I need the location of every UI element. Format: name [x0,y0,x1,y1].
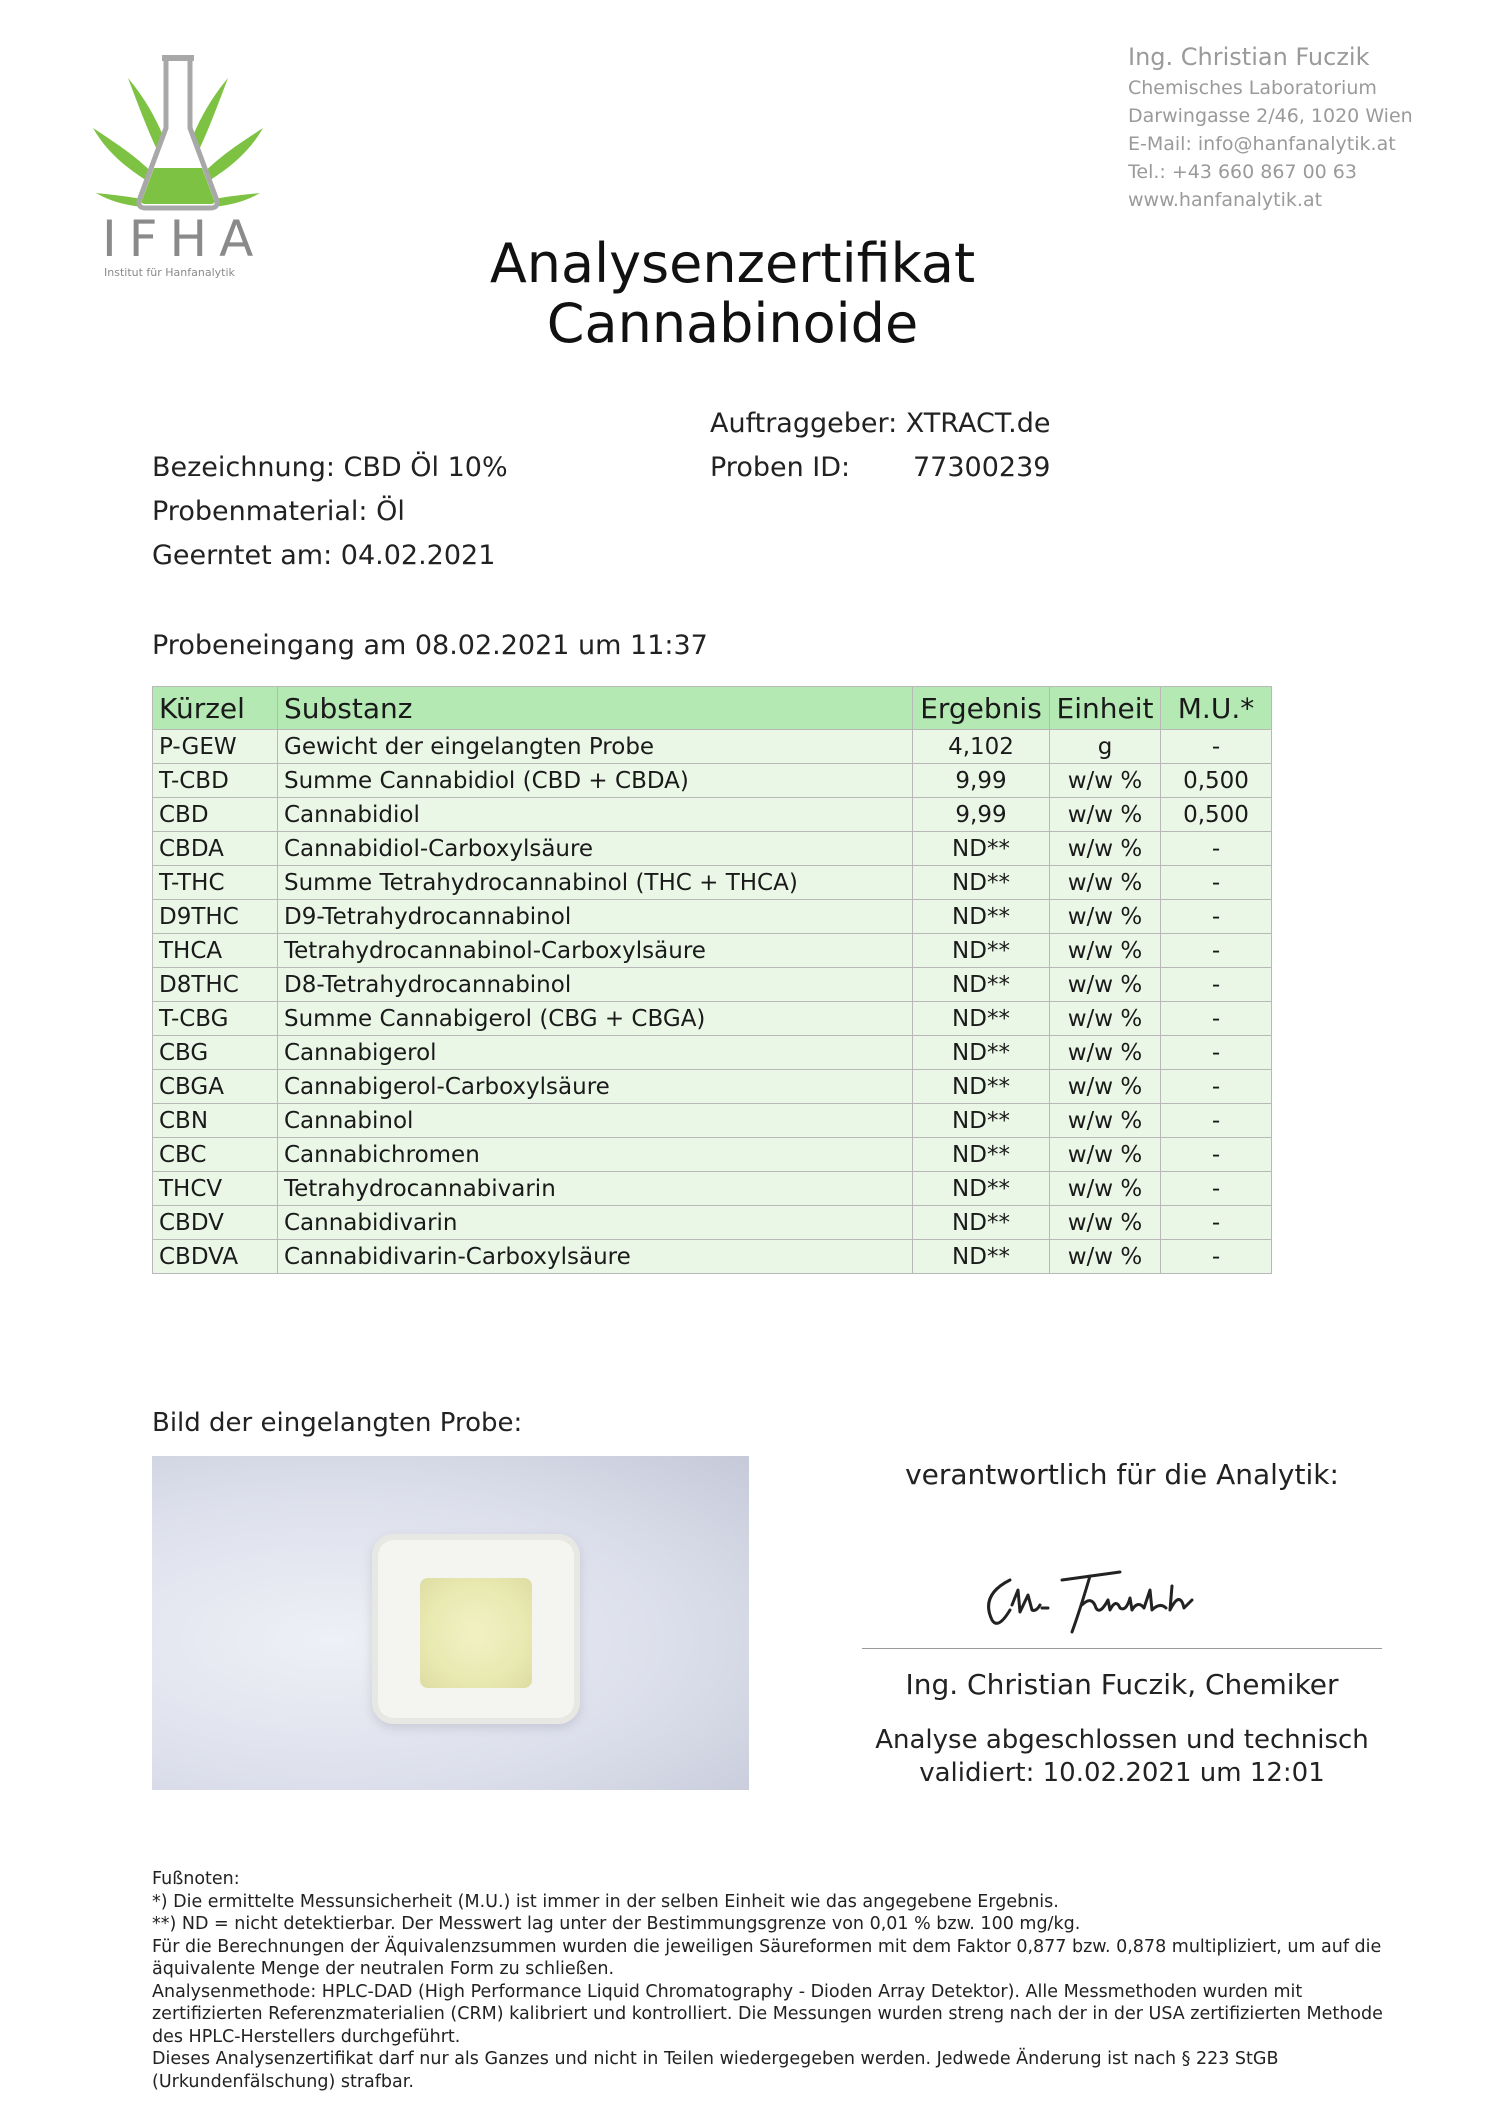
cell-mu: - [1161,1070,1272,1104]
cell-kuerzel: P-GEW [153,730,278,764]
table-row [153,968,1272,1002]
footnote-mu: *) Die ermittelte Messunsicherheit (M.U.) ist immer in der selben Einheit wie das angegebene Ergebnis. [152,1891,1059,1912]
cell-ergebnis: ND** [913,1206,1050,1240]
proben-id-value: 77300239 [913,452,1051,483]
cell-ergebnis: ND** [913,1138,1050,1172]
cell-substanz: D9-Tetrahydrocannabinol [278,900,913,934]
cell-einheit: w/w % [1050,1206,1161,1240]
cell-mu: - [1161,866,1272,900]
cell-substanz: Cannabidiol-Carboxylsäure [278,832,913,866]
results-table [152,686,1272,1274]
cell-substanz: D8-Tetrahydrocannabinol [278,968,913,1002]
cell-ergebnis: 9,99 [913,764,1050,798]
cell-mu: - [1161,968,1272,1002]
cell-kuerzel: CBGA [153,1070,278,1104]
cell-mu: - [1161,832,1272,866]
table-row [153,900,1272,934]
lab-department: Chemisches Laboratorium [1128,77,1377,99]
footnotes-title: Fußnoten: [152,1869,240,1889]
table-row [153,1002,1272,1036]
cell-mu: - [1161,1036,1272,1070]
cell-mu: - [1161,1002,1272,1036]
cell-mu: - [1161,1138,1272,1172]
cell-substanz: Cannabigerol-Carboxylsäure [278,1070,913,1104]
footnote-calc: Für die Berechnungen der Äquivalenzsummen wurden die jeweiligen Säureformen mit dem Faktor 0,877 bzw. 0,878 multipliziert, um auf die äquivalente Menge der neutralen Form zu schließen. [152,1936,1382,1979]
cell-einheit: w/w % [1050,1172,1161,1206]
cell-einheit: w/w % [1050,866,1161,900]
header-kuerzel: Kürzel [153,687,278,730]
cell-ergebnis: ND** [913,1172,1050,1206]
cell-mu: - [1161,1206,1272,1240]
cell-ergebnis: ND** [913,1002,1050,1036]
table-row [153,1240,1272,1274]
cell-substanz: Cannabinol [278,1104,913,1138]
page-title [0,234,1465,354]
header-substanz: Substanz [278,687,913,730]
validated-line-2: validiert: 10.02.2021 um 12:01 [919,1758,1325,1788]
cell-kuerzel: T-CBD [153,764,278,798]
table-row [153,1138,1272,1172]
cell-ergebnis: 9,99 [913,798,1050,832]
footnote-legal: Dieses Analysenzertifikat darf nur als Ganzes und nicht in Teilen wiedergegeben werden. Jedwede Änderung ist nach § 223 StGB (Urkundenfälschung) strafbar. [152,2049,1279,2092]
cell-kuerzel: CBC [153,1138,278,1172]
cell-ergebnis: ND** [913,866,1050,900]
sample-oil [420,1578,532,1688]
cell-substanz: Summe Tetrahydrocannabinol (THC + THCA) [278,866,913,900]
cell-substanz: Tetrahydrocannabinol-Carboxylsäure [278,934,913,968]
cell-einheit: w/w % [1050,798,1161,832]
cell-substanz: Summe Cannabidiol (CBD + CBDA) [278,764,913,798]
table-row [153,1206,1272,1240]
cell-mu: - [1161,1172,1272,1206]
cell-kuerzel: CBDA [153,832,278,866]
lab-phone: Tel.: +43 660 867 00 63 [1128,161,1357,183]
validation-statement [862,1724,1382,1790]
cell-einheit: w/w % [1050,1070,1161,1104]
cell-ergebnis: ND** [913,968,1050,1002]
cell-kuerzel: CBG [153,1036,278,1070]
handwritten-signature [970,1550,1250,1640]
lab-email: E-Mail: info@hanfanalytik.at [1128,133,1396,155]
cell-kuerzel: T-CBG [153,1002,278,1036]
table-row [153,764,1272,798]
cell-ergebnis: ND** [913,934,1050,968]
cell-kuerzel: THCA [153,934,278,968]
auftraggeber: Auftraggeber: XTRACT.de [710,408,1051,439]
cell-ergebnis: ND** [913,1036,1050,1070]
table-row [153,1172,1272,1206]
cell-kuerzel: D9THC [153,900,278,934]
cell-ergebnis: ND** [913,1240,1050,1274]
sample-image-label: Bild der eingelangten Probe: [152,1408,523,1438]
cell-substanz: Cannabidivarin [278,1206,913,1240]
cell-kuerzel: THCV [153,1172,278,1206]
responsible-label: verantwortlich für die Analytik: [905,1458,1339,1491]
cell-mu: - [1161,934,1272,968]
chemist-name: Ing. Christian Fuczik, Chemiker [905,1668,1339,1701]
table-row [153,832,1272,866]
cell-einheit: w/w % [1050,1138,1161,1172]
logo-subtitle: Institut für Hanfanalytik [104,266,235,279]
cell-substanz: Cannabidivarin-Carboxylsäure [278,1240,913,1274]
cell-einheit: w/w % [1050,900,1161,934]
cell-mu: 0,500 [1161,764,1272,798]
lab-header [1128,40,1413,214]
cell-einheit: w/w % [1050,1104,1161,1138]
table-row [153,730,1272,764]
probeneingang: Probeneingang am 08.02.2021 um 11:37 [152,630,708,661]
table-header-row [153,687,1272,730]
cell-substanz: Summe Cannabigerol (CBG + CBGA) [278,1002,913,1036]
footnotes [152,1868,1412,2093]
table-row [153,1036,1272,1070]
header-mu: M.U.* [1161,687,1272,730]
cell-kuerzel: D8THC [153,968,278,1002]
cell-einheit: w/w % [1050,934,1161,968]
cell-substanz: Cannabigerol [278,1036,913,1070]
header-ergebnis: Ergebnis [913,687,1050,730]
cell-ergebnis: 4,102 [913,730,1050,764]
table-row [153,798,1272,832]
validated-line-1: Analyse abgeschlossen und technisch [875,1725,1369,1755]
cell-mu: - [1161,1240,1272,1274]
footnote-method: Analysenmethode: HPLC-DAD (High Performance Liquid Chromatography - Dioden Array Detektor). Alle Messmethoden wurden mit zertifizierten Referenzmaterialien (CRM) kalibriert und kontrolliert. Die Messungen wurden streng nach der in der USA zertifizierten Methode des HPLC-Herstellers durchgeführt. [152,1981,1383,2047]
title-line-2: Cannabinoide [546,292,919,355]
title-line-1: Analysenzertifikat [489,232,976,295]
lab-address: Darwingasse 2/46, 1020 Wien [1128,105,1413,127]
cell-einheit: g [1050,730,1161,764]
cell-substanz: Cannabichromen [278,1138,913,1172]
sample-photo [152,1456,749,1790]
geerntet: Geerntet am: 04.02.2021 [152,540,496,571]
cell-ergebnis: ND** [913,900,1050,934]
cell-einheit: w/w % [1050,968,1161,1002]
table-row [153,934,1272,968]
cell-kuerzel: T-THC [153,866,278,900]
cell-mu: - [1161,730,1272,764]
bezeichnung: Bezeichnung: CBD Öl 10% [152,452,508,483]
table-row [153,1104,1272,1138]
cell-ergebnis: ND** [913,1070,1050,1104]
cell-kuerzel: CBDV [153,1206,278,1240]
cell-einheit: w/w % [1050,1240,1161,1274]
cell-mu: 0,500 [1161,798,1272,832]
cell-substanz: Tetrahydrocannabivarin [278,1172,913,1206]
logo-wordmark: IFHA [102,210,266,268]
lab-name: Ing. Christian Fuczik [1128,43,1370,71]
cell-substanz: Gewicht der eingelangten Probe [278,730,913,764]
cell-mu: - [1161,900,1272,934]
cell-mu: - [1161,1104,1272,1138]
table-row [153,866,1272,900]
header-einheit: Einheit [1050,687,1161,730]
cell-ergebnis: ND** [913,832,1050,866]
cell-kuerzel: CBN [153,1104,278,1138]
proben-id-label: Proben ID: [710,452,851,483]
cell-kuerzel: CBDVA [153,1240,278,1274]
table-row [153,1070,1272,1104]
cell-ergebnis: ND** [913,1104,1050,1138]
cell-einheit: w/w % [1050,832,1161,866]
lab-web: www.hanfanalytik.at [1128,189,1323,211]
cell-einheit: w/w % [1050,1036,1161,1070]
footnote-nd: **) ND = nicht detektierbar. Der Messwert lag unter der Bestimmungsgrenze von 0,01 % bzw. 100 mg/kg. [152,1914,1081,1934]
cell-einheit: w/w % [1050,1002,1161,1036]
cell-einheit: w/w % [1050,764,1161,798]
cell-kuerzel: CBD [153,798,278,832]
probenmaterial: Probenmaterial: Öl [152,496,405,527]
signature-line [862,1648,1382,1649]
sample-tray [372,1534,580,1724]
cell-substanz: Cannabidiol [278,798,913,832]
